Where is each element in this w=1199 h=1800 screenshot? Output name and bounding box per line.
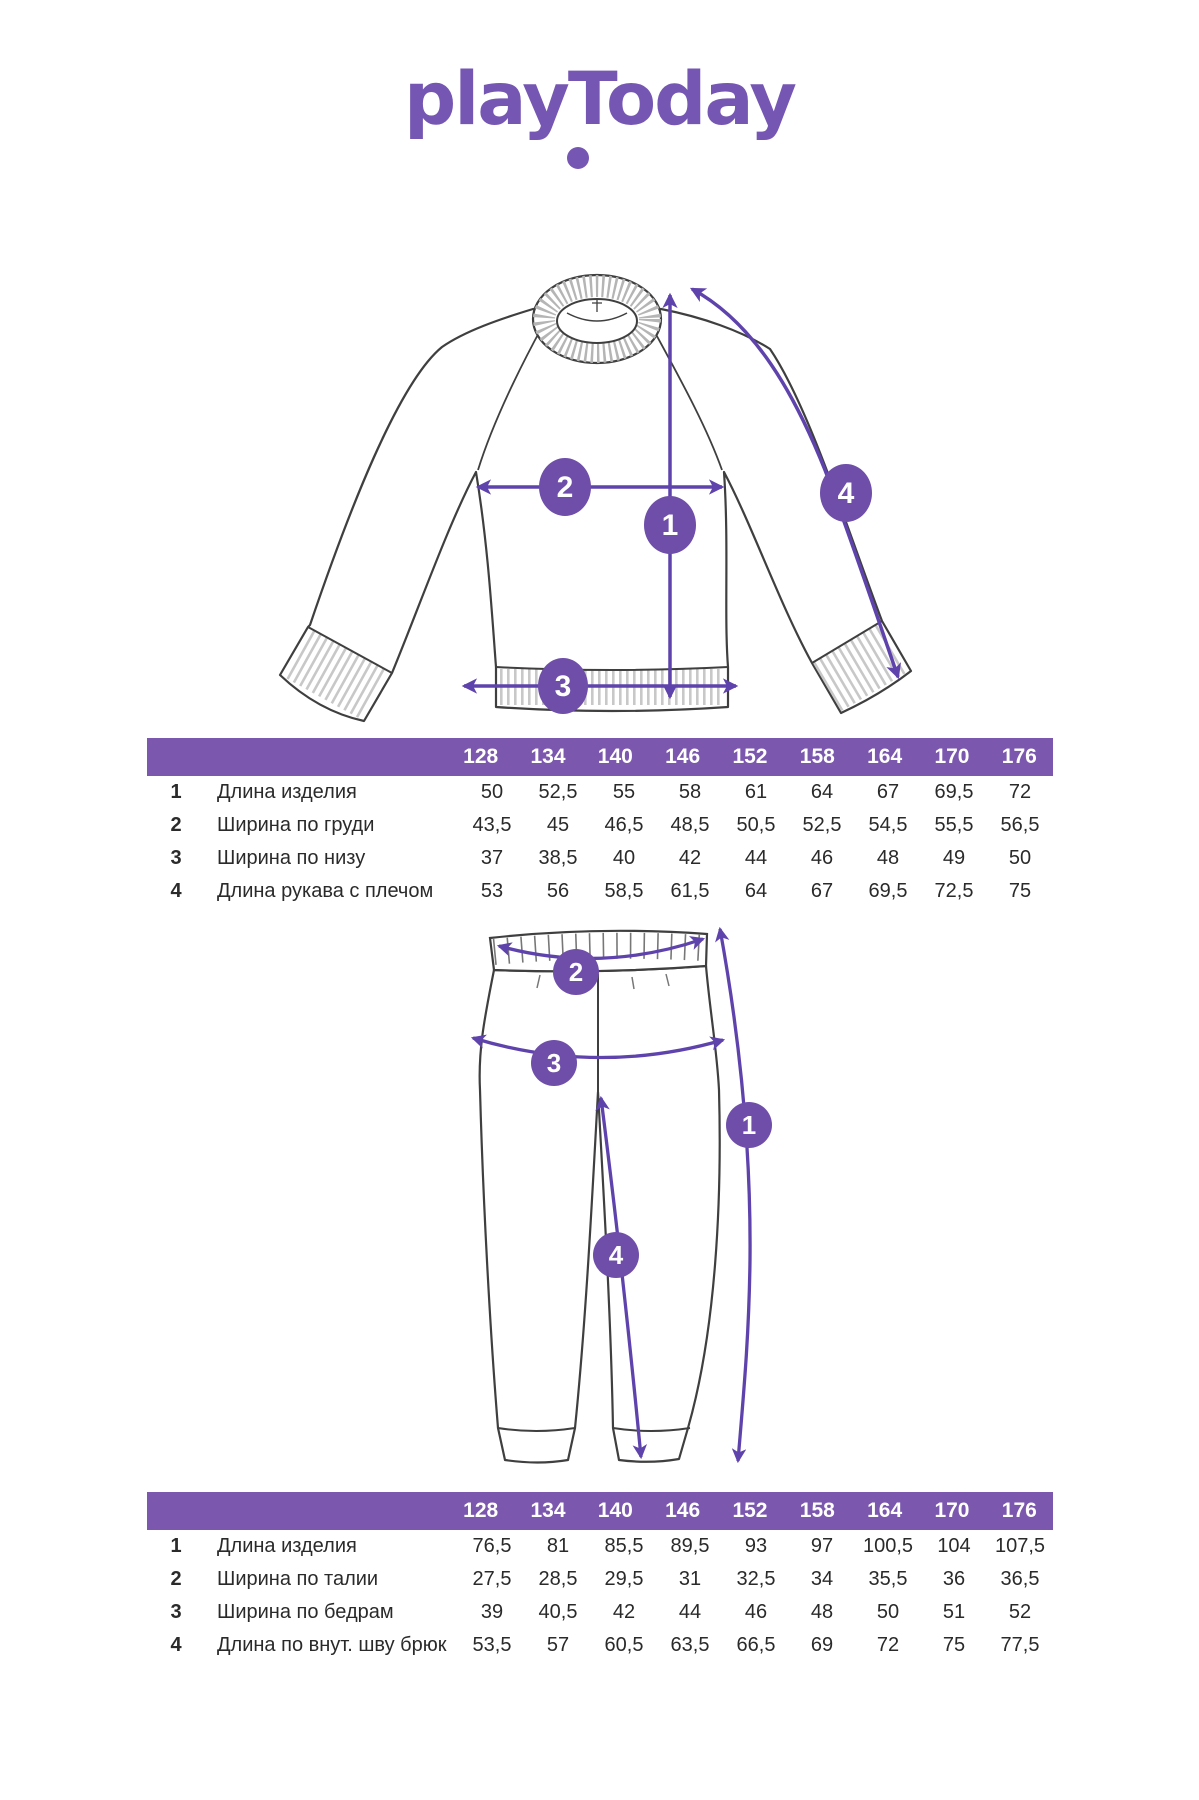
cell-value: 46,5 xyxy=(604,814,644,836)
cell-value: 54,5 xyxy=(868,814,908,836)
cell-value: 29,5 xyxy=(604,1568,644,1590)
cell-value: 31 xyxy=(678,1568,702,1590)
size-col-header: 176 xyxy=(1001,745,1037,768)
cell-value: 93 xyxy=(744,1535,768,1557)
cell-value: 35,5 xyxy=(868,1568,908,1590)
pants-diagram xyxy=(420,900,800,1480)
svg-text:1: 1 xyxy=(741,1110,757,1140)
cell-value: 48,5 xyxy=(670,814,710,836)
cell-value: 89,5 xyxy=(670,1535,710,1557)
table-row xyxy=(147,1563,1053,1596)
cell-value: 43,5 xyxy=(472,814,512,836)
cell-value: 69,5 xyxy=(934,781,974,803)
cell-value: 32,5 xyxy=(736,1568,776,1590)
marker-2 xyxy=(539,458,591,516)
cell-value: 52 xyxy=(1008,1601,1032,1623)
sweatshirt-diagram xyxy=(250,225,950,725)
cell-value: 72,5 xyxy=(934,880,974,902)
table-row xyxy=(147,776,1053,809)
measure-arrow-1-length xyxy=(720,929,750,1461)
row-label: Длина изделия xyxy=(217,781,357,803)
cell-value: 34 xyxy=(810,1568,834,1590)
svg-text:3: 3 xyxy=(554,670,572,703)
cell-value: 50,5 xyxy=(736,814,776,836)
cell-value: 55 xyxy=(612,781,636,803)
size-col-header: 146 xyxy=(665,745,701,768)
cell-value: 81 xyxy=(546,1535,570,1557)
cell-value: 40 xyxy=(612,847,636,869)
cell-value: 56,5 xyxy=(1000,814,1040,836)
cell-value: 49 xyxy=(942,847,966,869)
row-number: 3 xyxy=(170,847,182,869)
cell-value: 38,5 xyxy=(538,847,578,869)
logo-dot-icon xyxy=(567,147,589,169)
marker-4 xyxy=(593,1232,639,1278)
table-row xyxy=(147,842,1053,875)
row-number: 4 xyxy=(170,880,182,902)
svg-text:3: 3 xyxy=(546,1048,562,1078)
size-header-row xyxy=(147,738,1053,776)
cell-value: 61 xyxy=(744,781,768,803)
cell-value: 76,5 xyxy=(472,1535,512,1557)
svg-text:1: 1 xyxy=(661,509,679,542)
size-col-header: 140 xyxy=(597,745,633,768)
cell-value: 42 xyxy=(678,847,702,869)
marker-1 xyxy=(726,1102,772,1148)
cell-value: 44 xyxy=(678,1601,702,1623)
cell-value: 52,5 xyxy=(802,814,842,836)
cell-value: 50 xyxy=(1008,847,1032,869)
row-label: Ширина по низу xyxy=(217,847,366,869)
size-col-header: 158 xyxy=(799,745,835,768)
cell-value: 52,5 xyxy=(538,781,578,803)
size-col-header: 170 xyxy=(934,745,970,768)
cell-value: 75 xyxy=(942,1634,966,1656)
row-label: Длина рукава с плечом xyxy=(217,880,434,902)
cell-value: 53 xyxy=(480,880,504,902)
cell-value: 51 xyxy=(942,1601,966,1623)
cell-value: 27,5 xyxy=(472,1568,512,1590)
cell-value: 44 xyxy=(744,847,768,869)
cell-value: 36,5 xyxy=(1000,1568,1040,1590)
cell-value: 69,5 xyxy=(868,880,908,902)
cell-value: 61,5 xyxy=(670,880,710,902)
cell-value: 72 xyxy=(876,1634,900,1656)
row-number: 1 xyxy=(170,781,182,803)
row-label: Длина по внут. шву брюк xyxy=(217,1634,447,1656)
cell-value: 64 xyxy=(810,781,834,803)
cell-value: 104 xyxy=(937,1535,971,1557)
cell-value: 48 xyxy=(876,847,900,869)
sweatshirt-outline xyxy=(280,309,911,721)
size-col-header: 170 xyxy=(934,1499,970,1522)
cell-value: 53,5 xyxy=(472,1634,512,1656)
brand-logo: playToday xyxy=(404,57,795,142)
marker-1 xyxy=(644,496,696,554)
svg-text:4: 4 xyxy=(608,1240,624,1270)
size-col-header: 152 xyxy=(732,745,768,768)
marker-2 xyxy=(553,949,599,995)
cell-value: 67 xyxy=(810,880,834,902)
cell-value: 36 xyxy=(942,1568,966,1590)
table-row xyxy=(147,1530,1053,1563)
marker-3 xyxy=(531,1040,577,1086)
cell-value: 46 xyxy=(810,847,834,869)
cell-value: 48 xyxy=(810,1601,834,1623)
row-number: 4 xyxy=(170,1634,182,1656)
row-number: 1 xyxy=(170,1535,182,1557)
table-row xyxy=(147,1629,1053,1662)
size-col-header: 134 xyxy=(530,1499,566,1522)
size-col-header: 140 xyxy=(597,1499,633,1522)
marker-3 xyxy=(538,658,588,714)
cell-value: 50 xyxy=(876,1601,900,1623)
size-header-row xyxy=(147,1492,1053,1530)
cell-value: 40,5 xyxy=(538,1601,578,1623)
cell-value: 107,5 xyxy=(994,1535,1046,1557)
row-number: 3 xyxy=(170,1601,182,1623)
size-col-header: 152 xyxy=(732,1499,768,1522)
table-row xyxy=(147,809,1053,842)
svg-text:2: 2 xyxy=(556,471,574,504)
collar-ribbing xyxy=(533,275,661,363)
pants-size-table xyxy=(147,1492,1053,1662)
size-col-header: 134 xyxy=(530,745,566,768)
table-row xyxy=(147,875,1053,908)
size-col-header: 176 xyxy=(1001,1499,1037,1522)
size-col-header: 146 xyxy=(665,1499,701,1522)
cell-value: 85,5 xyxy=(604,1535,644,1557)
size-col-header: 164 xyxy=(867,745,903,768)
row-label: Ширина по груди xyxy=(217,814,375,836)
cell-value: 75 xyxy=(1008,880,1032,902)
table-row xyxy=(147,1596,1053,1629)
cell-value: 67 xyxy=(876,781,900,803)
size-col-header: 164 xyxy=(867,1499,903,1522)
row-number: 2 xyxy=(170,814,182,836)
cell-value: 69 xyxy=(810,1634,834,1656)
cell-value: 97 xyxy=(810,1535,834,1557)
cell-value: 72 xyxy=(1008,781,1032,803)
pants-outline xyxy=(480,966,720,1463)
cell-value: 42 xyxy=(612,1601,636,1623)
marker-4 xyxy=(820,464,872,522)
row-number: 2 xyxy=(170,1568,182,1590)
cell-value: 28,5 xyxy=(538,1568,578,1590)
size-col-header: 128 xyxy=(463,1499,499,1522)
size-col-header: 128 xyxy=(463,745,499,768)
cell-value: 37 xyxy=(480,847,504,869)
cell-value: 39 xyxy=(480,1601,504,1623)
svg-text:4: 4 xyxy=(837,477,855,510)
cell-value: 60,5 xyxy=(604,1634,644,1656)
cell-value: 66,5 xyxy=(736,1634,776,1656)
svg-text:2: 2 xyxy=(568,957,584,987)
row-label: Длина изделия xyxy=(217,1535,357,1557)
cell-value: 100,5 xyxy=(862,1535,914,1557)
row-label: Ширина по бедрам xyxy=(217,1601,394,1623)
cell-value: 63,5 xyxy=(670,1634,710,1656)
cell-value: 58,5 xyxy=(604,880,644,902)
cell-value: 50 xyxy=(480,781,504,803)
row-label: Ширина по талии xyxy=(217,1568,379,1590)
cell-value: 55,5 xyxy=(934,814,974,836)
cell-value: 57 xyxy=(546,1634,570,1656)
cell-value: 77,5 xyxy=(1000,1634,1040,1656)
cell-value: 56 xyxy=(546,880,570,902)
size-col-header: 158 xyxy=(799,1499,835,1522)
cell-value: 58 xyxy=(678,781,702,803)
cell-value: 45 xyxy=(546,814,570,836)
cell-value: 46 xyxy=(744,1601,768,1623)
sweatshirt-size-table xyxy=(147,738,1053,908)
cell-value: 64 xyxy=(744,880,768,902)
